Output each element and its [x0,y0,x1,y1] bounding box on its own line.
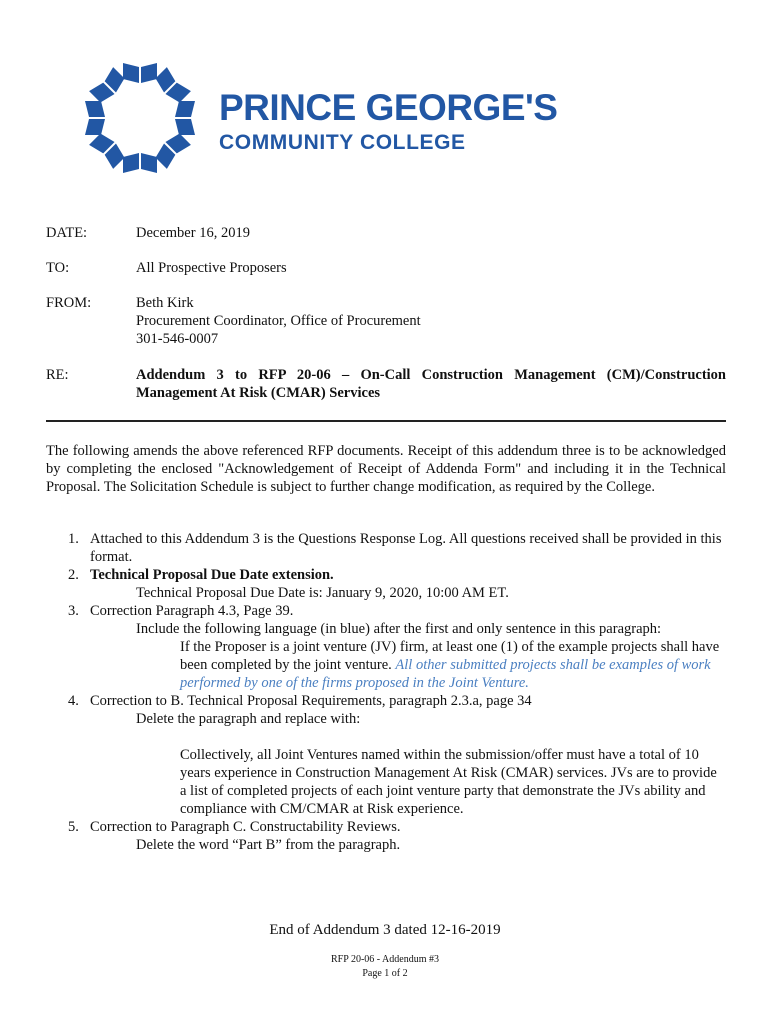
end-of-addendum: End of Addendum 3 dated 12-16-2019 [269,922,501,938]
item-subtext: Technical Proposal Due Date is: January 9, 2020, 10:00 AM ET. [136,585,509,601]
intro-paragraph: The following amends the above referenced RFP documents. Receipt of this addendum three is to be acknowledged by completing the enclosed "Acknowledgement of Receipt of Addenda Form" and including it in the Technical Proposal. The Solicitation Schedule is subject to further change modification, as required by the College. [46,443,726,495]
quote-blue-text: All other submitted projects shall be examples of work performed by one of the firms proposed in the Joint Venture. [180,657,711,691]
from-phone: 301-546-0007 [136,331,219,347]
college-logo [60,52,220,182]
from-name: Beth Kirk [136,295,194,311]
to-label: TO: [46,260,70,276]
list-item [46,530,726,566]
item-number: 5. [68,819,79,835]
to-value: All Prospective Proposers [136,260,287,276]
college-name-line1: PRINCE GEORGE'S [219,87,558,128]
college-wordmark [219,88,557,156]
footer-doc-ref: RFP 20-06 - Addendum #3 [331,954,439,965]
list-item [46,692,726,818]
list-item [46,566,726,602]
from-title: Procurement Coordinator, Office of Procurement [136,313,421,329]
date-label: DATE: [46,225,88,241]
item-number: 2. [68,567,79,583]
item-subtext: Delete the paragraph and replace with: [136,711,361,727]
item-number: 3. [68,603,79,619]
date-value: December 16, 2019 [136,225,250,241]
footer-page-number: Page 1 of 2 [362,968,408,979]
from-label: FROM: [46,295,92,311]
item-quote [90,638,726,692]
list-item [46,818,726,854]
college-name-line2: COMMUNITY COLLEGE [219,131,466,154]
item-subtext: Include the following language (in blue) after the first and only sentence in this paragraph: [136,621,662,637]
item-quote: Collectively, all Joint Ventures named within the submission/offer must have a total of 10 years experience in Construction Management At Risk (CMAR) services. JVs are to provide a list of completed projects of each joint venture party that demonstrate the JVs ability and compliance with CM/CMAR at Risk experience. [180,747,717,817]
item-text: Correction to Paragraph C. Constructability Reviews. [90,819,401,835]
item-number: 4. [68,693,79,709]
item-number: 1. [68,531,79,547]
item-text: Correction to B. Technical Proposal Requirements, paragraph 2.3.a, page 34 [90,693,532,709]
re-value: Addendum 3 to RFP 20-06 – On-Call Construction Management (CM)/Construction Management At Risk (CMAR) Services [136,367,726,401]
item-text: Correction Paragraph 4.3, Page 39. [90,603,294,619]
header-divider [46,420,726,422]
item-subtext: Delete the word “Part B” from the paragraph. [136,837,401,853]
quote-text: If the Proposer is a joint venture (JV) firm, at least one (1) of the example projects shall have been completed by the joint venture. [180,639,720,673]
item-text: Technical Proposal Due Date extension. [90,567,334,583]
amendment-list [46,530,726,854]
list-item [46,602,726,692]
re-label: RE: [46,367,69,383]
item-text: Attached to this Addendum 3 is the Questions Response Log. All questions received shall be provided in this format. [90,531,722,565]
